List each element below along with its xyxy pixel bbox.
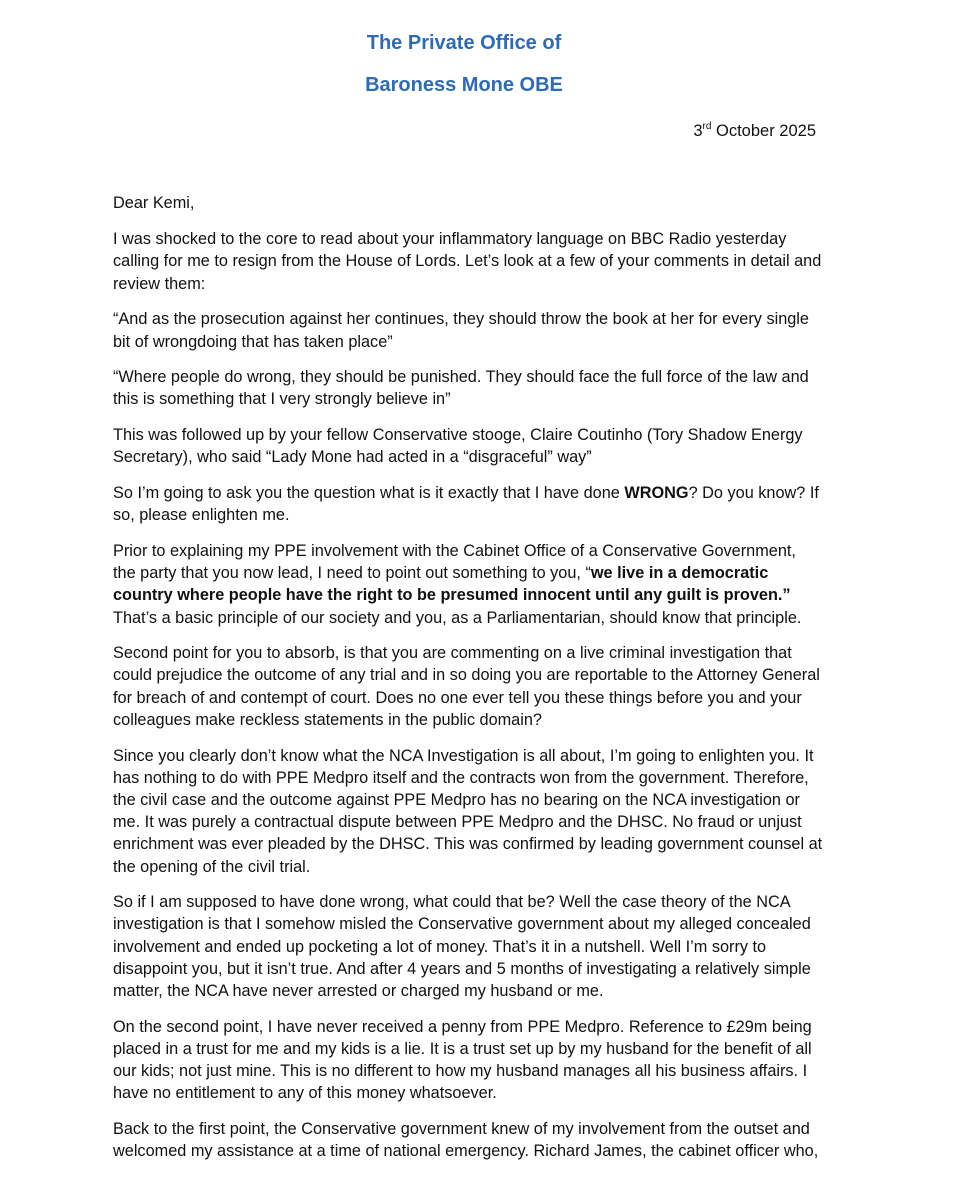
paragraph-6: Since you clearly don’t know what the NCA Investigation is all about, I’m going to enlighten you. It has nothing to do with PPE Medpro itself and the contracts won from the government. Therefore, the civil case and the outcome against PPE Medpro has no bearing on the NCA investigation or me. It was purely a contractual dispute between PPE Medpro and the DHSC. No fraud or unjust enrichment was ever pleaded by the DHSC. This was confirmed by leading government counsel at the opening of the civil trial. [113, 746, 823, 876]
letterhead-line-2: Baroness Mone OBE [365, 74, 563, 96]
paragraph-4-bold: we live in a democratic country where people have the right to be presumed innocent until any guilt is proven.” [113, 564, 791, 605]
date-suffix: rd [702, 121, 712, 132]
salutation: Dear Kemi, [113, 194, 195, 212]
letter-date [693, 122, 816, 141]
paragraph-3-bold: WRONG [624, 484, 689, 503]
paragraph-3-text: So I’m going to ask you the question what is it exactly that I have done [113, 484, 625, 503]
paragraph-4-text: Prior to explaining my PPE involvement with the Cabinet Office of a Conservative Government, the party that you now lead, I need to point out something to you, “ [113, 541, 796, 583]
paragraph-1: I was shocked to the core to read about your inflammatory language on BBC Radio yesterday calling for me to resign from the House of Lords. Let’s look at a few of your comments in detail and review them: [113, 230, 822, 293]
paragraph-8: On the second point, I have never received a penny from PPE Medpro. Reference to £29m being placed in a trust for me and my kids is a lie. It is a trust set up by my husband for the benefit of all our kids; not just mine. This is no different to how my husband manages all his business affairs. I have no entitlement to any of this money whatsoever. [113, 1017, 812, 1103]
date-day: 3 [693, 122, 703, 140]
paragraph-5: Second point for you to absorb, is that you are commenting on a live criminal investigation that could prejudice the outcome of any trial and in so doing you are reportable to the Attorney General for breach of and contempt of court. Does no one ever tell you these things before you and your colleagues make reckless statements in the public domain? [113, 644, 820, 729]
paragraph-9: Back to the first point, the Conservative government knew of my involvement from the outset and welcomed my assistance at a time of national emergency. Richard James, the cabinet officer who, [113, 1120, 819, 1161]
paragraph-4 [113, 540, 823, 629]
quote-2: “Where people do wrong, they should be punished. They should face the full force of the law and this is something that I very strongly believe in” [113, 368, 809, 409]
paragraph-2: This was followed up by your fellow Conservative stooge, Claire Coutinho (Tory Shadow Energy Secretary), who said “Lady Mone had acted in a “disgraceful” way” [113, 426, 803, 467]
paragraph-3 [113, 482, 823, 526]
paragraph-3-text-end: ? Do you know? If so, please enlighten me. [113, 484, 819, 525]
paragraph-4-text-end: That’s a basic principle of our society and you, as a Parliamentarian, should know that principle. [113, 608, 802, 627]
quote-1: “And as the prosecution against her continues, they should throw the book at her for every single bit of wrongdoing that has taken place” [113, 310, 809, 351]
paragraph-7: So if I am supposed to have done wrong, what could that be? Well the case theory of the NCA investigation is that I somehow misled the Conservative government about my alleged concealed involvement and ended up pocketing a lot of money. That’s it in a nutshell. Well I’m sorry to disappoint you, but it isn’t true. And after 4 years and 5 months of investigating a relatively simple matter, the NCA have never arrested or charged my husband or me. [113, 893, 811, 1001]
letterhead-line-1: The Private Office of [366, 32, 562, 54]
date-rest: October 2025 [711, 122, 816, 140]
letter-body [113, 192, 823, 1176]
